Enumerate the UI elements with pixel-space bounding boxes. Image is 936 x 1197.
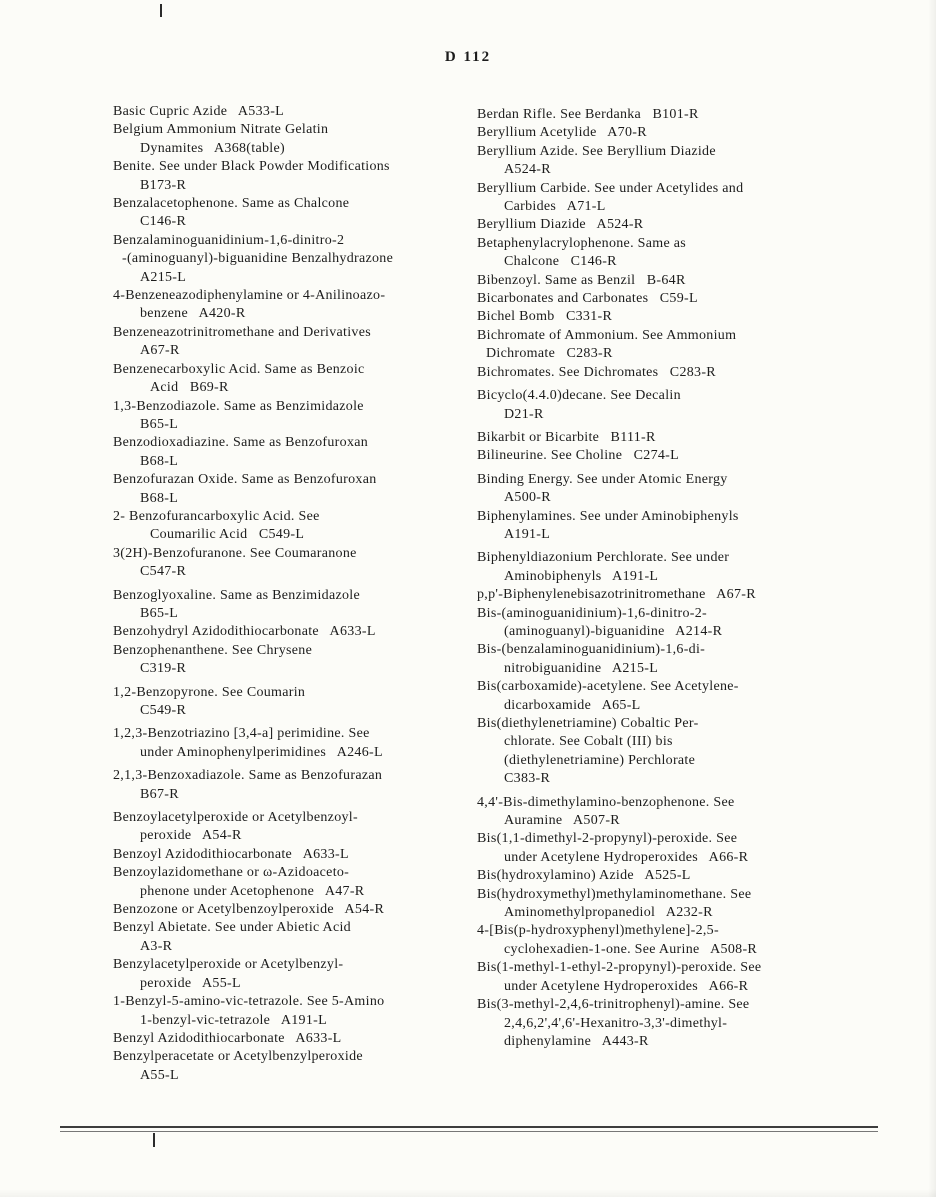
index-entry <box>477 290 897 308</box>
index-entry <box>477 549 897 586</box>
index-entry <box>477 508 897 545</box>
index-entry-line: Benzalacetophenone. Same as Chalcone <box>113 196 350 212</box>
scan-mark-bottom-tick <box>153 1133 155 1147</box>
index-entry-line: A500-R <box>504 490 551 506</box>
index-entry-line: B173-R <box>140 177 187 193</box>
index-entry-line: Dynamites A368(table) <box>140 140 285 156</box>
index-entry-line: Belgium Ammonium Nitrate Gelatin <box>113 122 329 138</box>
index-entry <box>113 287 473 324</box>
index-entry-line: dicarboxamide A65-L <box>504 697 641 713</box>
index-entry-line: Betaphenylacrylophenone. Same as <box>477 235 687 251</box>
index-entry <box>113 642 473 679</box>
index-entry <box>477 922 897 959</box>
index-entry-line: A524-R <box>504 162 551 178</box>
index-entry <box>477 641 897 678</box>
index-entry-line: Bis(3-methyl-2,4,6-trinitrophenyl)-amine. See <box>477 997 750 1013</box>
index-entry-line: C383-R <box>504 771 551 787</box>
index-entry <box>477 143 897 180</box>
index-entry-line: C319-R <box>140 661 187 677</box>
index-entry-line: Bis(hydroxymethyl)methylaminomethane. See <box>477 886 752 902</box>
index-entry-line: Beryllium Carbide. See under Acetylides and <box>477 180 744 196</box>
index-entry-line: Dichromate C283-R <box>486 346 613 362</box>
index-entry-line: peroxide A54-R <box>140 828 242 844</box>
index-entry-line: Benzoylacetylperoxide or Acetylbenzoyl- <box>113 810 358 826</box>
index-entry-line: Bis(1,1-dimethyl-2-propynyl)-peroxide. See <box>477 831 738 847</box>
index-entry-line: (aminoguanyl)-biguanidine A214-R <box>504 623 723 639</box>
index-entry <box>477 235 897 272</box>
index-entry-line: nitrobiguanidine A215-L <box>504 660 659 676</box>
index-entry <box>113 684 473 721</box>
index-entry-line: Coumarilic Acid C549-L <box>150 527 305 543</box>
index-entry <box>113 121 473 158</box>
index-entry-line: A3-R <box>140 938 173 954</box>
index-entry <box>113 864 473 901</box>
index-entry <box>113 434 473 471</box>
index-entry-line: Bis(hydroxylamino) Azide A525-L <box>477 868 691 884</box>
index-entry-line: Aminomethylpropanediol A232-R <box>504 905 713 921</box>
index-entry-line: benzene A420-R <box>140 306 246 322</box>
index-entry-line: Benzodioxadiazine. Same as Benzofuroxan <box>113 435 369 451</box>
index-entry-line: Benzoyl Azidodithiocarbonate A633-L <box>113 846 349 862</box>
index-entry-line: Biphenylamines. See under Aminobiphenyls <box>477 508 739 524</box>
index-entry-line: 1,2,3-Benzotriazino [3,4-a] perimidine. See <box>113 726 370 742</box>
index-entry-line: 3(2H)-Benzofuranone. See Coumaranone <box>113 545 357 561</box>
index-entry-line: C146-R <box>140 214 187 230</box>
index-entry <box>477 124 897 142</box>
index-entry-line: Benzozone or Acetylbenzoylperoxide A54-R <box>113 902 385 918</box>
index-entry <box>477 715 897 789</box>
index-entry-line: Bicarbonates and Carbonates C59-L <box>477 291 698 307</box>
index-entry-line: B65-L <box>140 416 179 432</box>
index-entry-line: Benzohydryl Azidodithiocarbonate A633-L <box>113 624 376 640</box>
index-entry-line: B68-L <box>140 453 179 469</box>
index-entry <box>477 886 897 923</box>
index-entry-line: -(aminoguanyl)-biguanidine Benzalhydrazone <box>122 251 394 267</box>
index-entry <box>477 364 897 382</box>
index-entry <box>477 216 897 234</box>
index-entry-line: 2,4,6,2',4',6'-Hexanitro-3,3'-dimethyl- <box>504 1015 728 1031</box>
index-entry-line: Bilineurine. See Choline C274-L <box>477 448 679 464</box>
index-entry-line: Benzoglyoxaline. Same as Benzimidazole <box>113 587 360 603</box>
index-entry <box>477 180 897 217</box>
index-column-right <box>477 106 897 1051</box>
index-entry <box>113 809 473 846</box>
index-entry <box>477 794 897 831</box>
index-entry-line: Benzalaminoguanidinium-1,6-dinitro-2 <box>113 232 345 248</box>
index-entry-line: p,p'-Biphenylenebisazotrinitromethane A67-R <box>477 587 756 603</box>
index-entry-line: A215-L <box>140 269 187 285</box>
index-entry-line: A55-L <box>140 1067 179 1083</box>
index-entry-line: A67-R <box>140 343 180 359</box>
index-entry-line: Bis-(aminoguanidinium)-1,6-dinitro-2- <box>477 605 708 621</box>
index-entry <box>113 956 473 993</box>
page-edge-shading-right <box>928 0 936 1197</box>
index-entry-line: Benzyl Azidodithiocarbonate A633-L <box>113 1030 342 1046</box>
index-entry <box>113 471 473 508</box>
index-entry <box>477 106 897 124</box>
index-entry-line: Auramine A507-R <box>504 813 620 829</box>
index-entry <box>477 327 897 364</box>
index-entry <box>113 398 473 435</box>
index-entry <box>113 919 473 956</box>
index-entry-line: under Acetylene Hydroperoxides A66-R <box>504 849 749 865</box>
index-entry-line: B68-L <box>140 490 179 506</box>
index-entry <box>477 959 897 996</box>
index-entry-line: 2,1,3-Benzoxadiazole. Same as Benzofurazan <box>113 768 383 784</box>
index-entry <box>477 830 897 867</box>
index-entry <box>113 767 473 804</box>
index-entry <box>113 103 473 121</box>
index-entry-line: Benzoylazidomethane or ω-Azidoaceto- <box>113 865 350 881</box>
index-entry <box>113 725 473 762</box>
index-entry-line: under Acetylene Hydroperoxides A66-R <box>504 978 749 994</box>
index-entry <box>477 867 897 885</box>
index-entry <box>113 324 473 361</box>
index-entry <box>477 586 897 604</box>
index-entry-line: 1-Benzyl-5-amino-vic-tetrazole. See 5-Amino <box>113 994 385 1010</box>
index-entry-line: Biphenyldiazonium Perchlorate. See under <box>477 550 730 566</box>
index-entry-line: chlorate. See Cobalt (III) bis <box>504 734 673 750</box>
index-entry-line: Aminobiphenyls A191-L <box>504 568 659 584</box>
index-entry-line: C549-R <box>140 703 187 718</box>
index-entry-line: Binding Energy. See under Atomic Energy <box>477 471 728 487</box>
index-column-left <box>113 103 473 1085</box>
index-entry-line: 2- Benzofurancarboxylic Acid. See <box>113 508 320 524</box>
index-entry-line: Bichel Bomb C331-R <box>477 309 613 325</box>
index-entry <box>113 993 473 1030</box>
index-entry <box>113 846 473 864</box>
index-entry <box>477 308 897 326</box>
index-entry <box>113 158 473 195</box>
index-entry-line: diphenylamine A443-R <box>504 1033 649 1049</box>
index-entry-line: Bichromates. See Dichromates C283-R <box>477 364 716 380</box>
page-edge-shading-bottom <box>0 1189 936 1197</box>
index-entry-line: D21-R <box>504 406 544 422</box>
index-entry <box>477 429 897 447</box>
index-entry-line: peroxide A55-L <box>140 975 241 991</box>
index-entry-line: Bis(carboxamide)-acetylene. See Acetylene- <box>477 679 739 695</box>
index-entry-line: A191-L <box>504 526 551 542</box>
index-entry-line: Benzylperacetate or Acetylbenzylperoxide <box>113 1049 363 1065</box>
index-entry-line: Acid B69-R <box>150 380 229 396</box>
index-entry-line: 1,2-Benzopyrone. See Coumarin <box>113 684 306 700</box>
index-entry <box>477 272 897 290</box>
index-entry-line: Bichromate of Ammonium. See Ammonium <box>477 327 737 343</box>
index-entry-line: Benzylacetylperoxide or Acetylbenzyl- <box>113 957 344 973</box>
index-entry-line: Carbides A71-L <box>504 199 606 215</box>
index-entry-line: Basic Cupric Azide A533-L <box>113 104 285 119</box>
index-entry-line: Benzenecarboxylic Acid. Same as Benzoic <box>113 361 365 377</box>
index-entry-line: Bis(diethylenetriamine) Cobaltic Per- <box>477 716 699 731</box>
index-entry-line: C547-R <box>140 564 187 580</box>
index-entry-line: Benite. See under Black Powder Modifications <box>113 159 390 175</box>
index-entry-line: Benzyl Abietate. See under Abietic Acid <box>113 920 351 936</box>
index-entry <box>477 447 897 465</box>
index-entry-line: 4,4'-Bis-dimethylamino-benzophenone. See <box>477 794 735 810</box>
index-entry-line: Bicyclo(4.4.0)decane. See Decalin <box>477 388 681 404</box>
index-entry-line: Bibenzoyl. Same as Benzil B-64R <box>477 272 686 288</box>
index-entry-line: 1,3-Benzodiazole. Same as Benzimidazole <box>113 398 364 414</box>
index-entry-line: Benzofurazan Oxide. Same as Benzofuroxan <box>113 472 377 488</box>
page-bottom-rule <box>60 1126 878 1132</box>
index-entry-line: B67-R <box>140 786 179 802</box>
index-entry <box>113 232 473 287</box>
index-entry-line: 4-Benzeneazodiphenylamine or 4-Anilinoazo- <box>113 288 386 304</box>
index-entry <box>113 587 473 624</box>
index-entry-line: Beryllium Acetylide A70-R <box>477 125 647 141</box>
index-entry <box>477 996 897 1051</box>
index-entry-line: Bikarbit or Bicarbite B111-R <box>477 429 656 445</box>
index-entry <box>477 471 897 508</box>
index-entry-line: phenone under Acetophenone A47-R <box>140 883 365 899</box>
index-entry-line: cyclohexadien-1-one. See Aurine A508-R <box>504 941 758 957</box>
index-entry <box>113 901 473 919</box>
index-entry <box>113 195 473 232</box>
index-entry <box>113 1030 473 1048</box>
index-entry-line: Bis-(benzalaminoguanidinium)-1,6-di- <box>477 642 706 658</box>
index-entry <box>477 678 897 715</box>
index-entry-line: Beryllium Diazide A524-R <box>477 217 644 233</box>
index-entry <box>477 387 897 424</box>
index-entry-line: B65-L <box>140 605 179 621</box>
index-entry-line: Chalcone C146-R <box>504 254 617 270</box>
index-entry-line: Benzeneazotrinitromethane and Derivatives <box>113 324 371 340</box>
index-entry-line: 1-benzyl-vic-tetrazole A191-L <box>140 1012 327 1028</box>
index-entry-line: Berdan Rifle. See Berdanka B101-R <box>477 107 699 122</box>
index-entry <box>113 623 473 641</box>
index-entry-line: Benzophenanthene. See Chrysene <box>113 642 313 658</box>
index-entry-line: under Aminophenylperimidines A246-L <box>140 744 383 760</box>
index-entry-line: (diethylenetriamine) Perchlorate <box>504 752 696 768</box>
scan-mark-top-tick <box>160 4 162 17</box>
page-number: D 112 <box>444 49 492 65</box>
index-entry-line: 4-[Bis(p-hydroxyphenyl)methylene]-2,5- <box>477 923 719 939</box>
index-entry <box>113 1048 473 1085</box>
index-entry-line: Bis(1-methyl-1-ethyl-2-propynyl)-peroxide. See <box>477 960 762 976</box>
index-entry-line: Beryllium Azide. See Beryllium Diazide <box>477 143 716 159</box>
index-entry <box>113 508 473 545</box>
index-entry <box>113 361 473 398</box>
index-entry <box>113 545 473 582</box>
index-entry <box>477 605 897 642</box>
